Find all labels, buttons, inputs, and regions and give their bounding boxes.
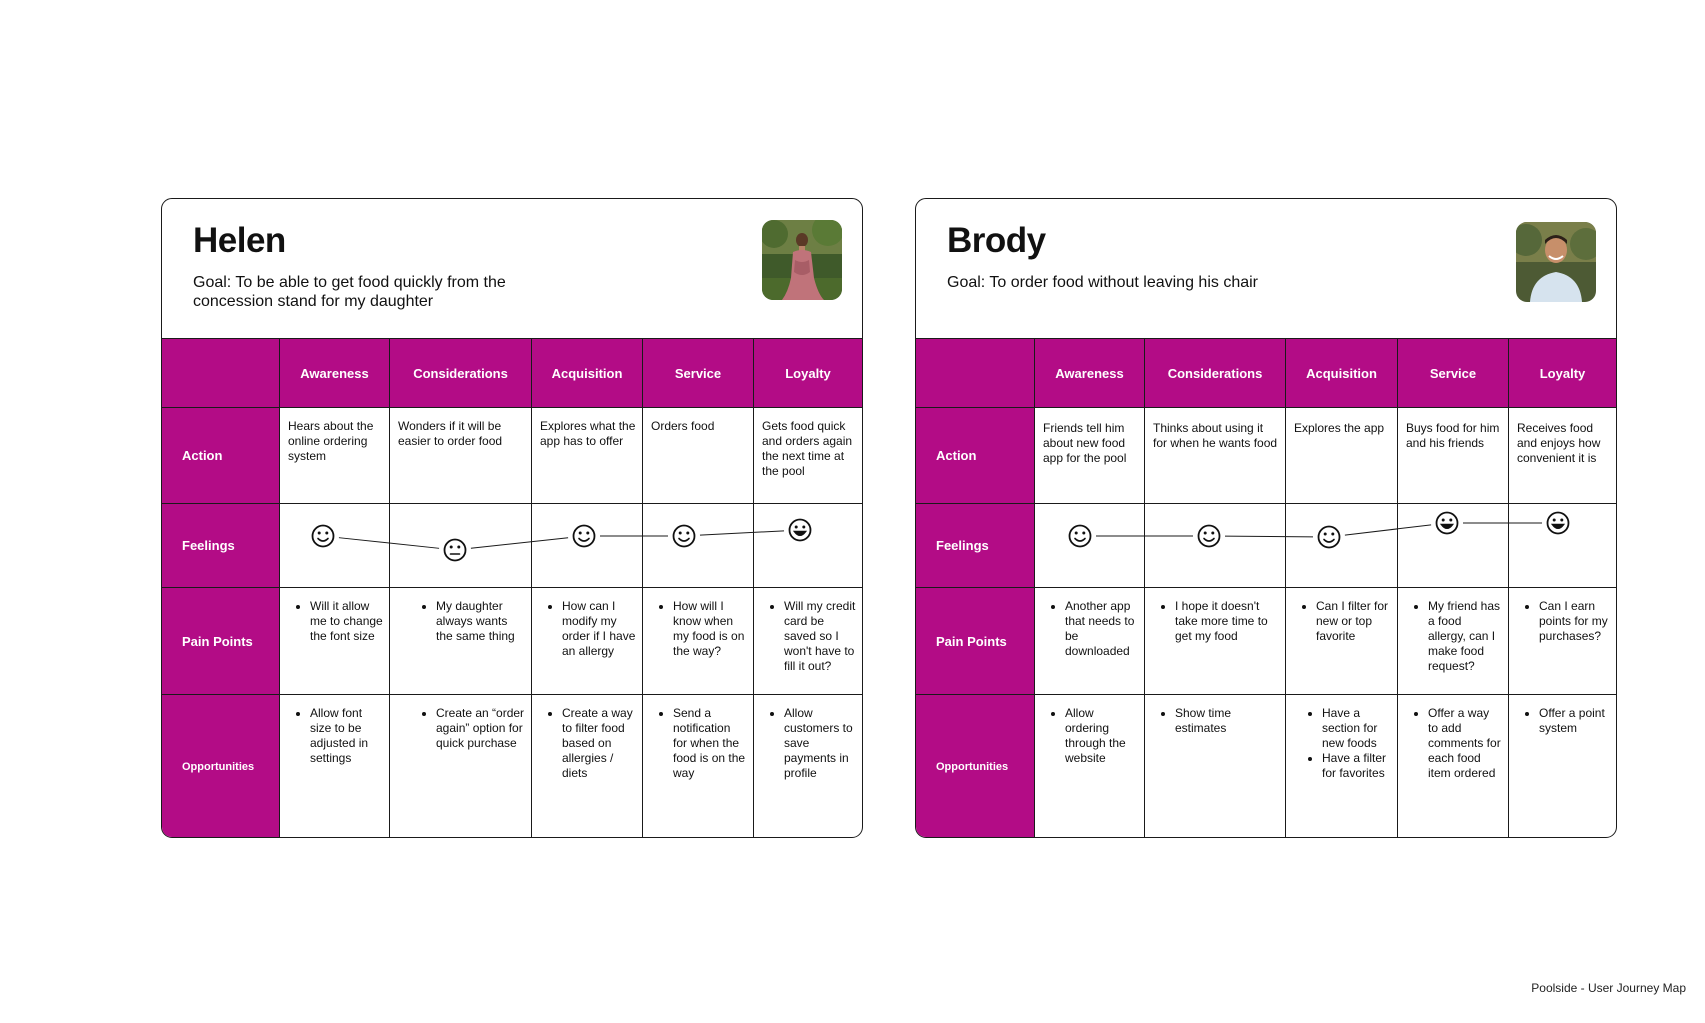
opportunity-item: • Offer a point system [1539, 706, 1610, 736]
opportunity-cell [390, 695, 532, 838]
opportunity-item: • Have a filter for favorites [1322, 751, 1391, 781]
stage-header-awareness: Awareness [1035, 339, 1145, 408]
stage-header-acquisition: Acquisition [532, 339, 643, 408]
opportunity-item: • Allow customers to save payments in profile [784, 706, 856, 781]
action-cell: Orders food [643, 408, 754, 504]
stage-header-considerations: Considerations [390, 339, 532, 408]
row-header-pain-points: Pain Points [162, 588, 280, 695]
card-header [916, 199, 1616, 339]
persona-name: Helen [193, 221, 286, 260]
pain-point-cell [390, 588, 532, 695]
opportunity-item: • Offer a way to add comments for each food item ordered [1428, 706, 1502, 781]
opportunity-cell [643, 695, 754, 838]
pain-point-cell [1145, 588, 1286, 695]
stage-header-loyalty: Loyalty [754, 339, 862, 408]
feeling-cell [1398, 504, 1509, 588]
pain-point-item: • How will I know when my food is on the way? [673, 599, 747, 659]
opportunity-cell [280, 695, 390, 838]
stage-header-loyalty: Loyalty [1509, 339, 1616, 408]
feeling-cell [1145, 504, 1286, 588]
action-cell: Wonders if it will be easier to order food [390, 408, 532, 504]
journey-grid [916, 339, 1616, 838]
pain-point-item: • How can I modify my order if I have an allergy [562, 599, 636, 659]
feeling-cell [1286, 504, 1398, 588]
action-cell: Buys food for him and his friends [1398, 408, 1509, 504]
pain-point-cell [643, 588, 754, 695]
row-header-action: Action [916, 408, 1035, 504]
persona-name: Brody [947, 221, 1046, 260]
pain-point-item: • My friend has a food allergy, can I make food request? [1428, 599, 1502, 674]
opportunity-cell [1145, 695, 1286, 838]
persona-goal: Goal: To order food without leaving his chair [947, 274, 1258, 291]
action-cell: Explores the app [1286, 408, 1398, 504]
opportunity-cell [1398, 695, 1509, 838]
opportunity-item: • Allow ordering through the website [1065, 706, 1138, 766]
action-cell: Hears about the online ordering system [280, 408, 390, 504]
journey-card-helen [161, 198, 863, 838]
pain-point-cell [1398, 588, 1509, 695]
card-header [162, 199, 862, 339]
journey-grid [162, 339, 862, 838]
action-cell: Receives food and enjoys how convenient it is [1509, 408, 1616, 504]
row-header-pain-points: Pain Points [916, 588, 1035, 695]
pain-point-cell [280, 588, 390, 695]
feeling-cell [532, 504, 643, 588]
pain-point-cell [754, 588, 862, 695]
stage-header-service: Service [1398, 339, 1509, 408]
stage-header-considerations: Considerations [1145, 339, 1286, 408]
feeling-cell [1035, 504, 1145, 588]
opportunity-item: • Allow font size to be adjusted in settings [310, 706, 383, 766]
pain-point-item: • Will my credit card be saved so I won't have to fill it out? [784, 599, 856, 674]
row-header-opportunities: Opportunities [916, 695, 1035, 838]
opportunity-cell [1509, 695, 1616, 838]
action-cell: Thinks about using it for when he wants food [1145, 408, 1286, 504]
man-portrait-icon [1516, 222, 1596, 302]
persona-goal: Goal: To be able to get food quickly from the concession stand for my daughter [193, 274, 506, 310]
pain-point-cell [532, 588, 643, 695]
row-header-action: Action [162, 408, 280, 504]
pain-point-item: • I hope it doesn't take more time to get my food [1175, 599, 1279, 644]
grid-corner [916, 339, 1035, 408]
stage-header-awareness: Awareness [280, 339, 390, 408]
action-cell: Gets food quick and orders again the next time at the pool [754, 408, 862, 504]
row-header-opportunities: Opportunities [162, 695, 280, 838]
row-header-feelings: Feelings [162, 504, 280, 588]
row-header-feelings: Feelings [916, 504, 1035, 588]
feeling-cell [754, 504, 862, 588]
pain-point-cell [1286, 588, 1398, 695]
feeling-cell [643, 504, 754, 588]
opportunity-item: • Have a section for new foods [1322, 706, 1391, 751]
pain-point-cell [1509, 588, 1616, 695]
woman-portrait-icon [762, 220, 842, 300]
pain-point-cell [1035, 588, 1145, 695]
feeling-cell [390, 504, 532, 588]
opportunity-cell [1286, 695, 1398, 838]
pain-point-item: • Another app that needs to be downloaded [1065, 599, 1138, 659]
stage-header-service: Service [643, 339, 754, 408]
pain-point-item: • Can I filter for new or top favorite [1316, 599, 1391, 644]
footer-label: Poolside - User Journey Map [1531, 981, 1686, 995]
feeling-cell [280, 504, 390, 588]
avatar [762, 220, 842, 300]
opportunity-cell [532, 695, 643, 838]
opportunity-cell [1035, 695, 1145, 838]
pain-point-item: • My daughter always wants the same thing [436, 599, 525, 644]
action-cell: Explores what the app has to offer [532, 408, 643, 504]
opportunity-item: • Create an “order again” option for quick purchase [436, 706, 525, 751]
opportunity-item: • Send a notification for when the food is on the way [673, 706, 747, 781]
action-cell: Friends tell him about new food app for the pool [1035, 408, 1145, 504]
journey-card-brody [915, 198, 1617, 838]
pain-point-item: • Can I earn points for my purchases? [1539, 599, 1610, 644]
grid-corner [162, 339, 280, 408]
opportunity-cell [754, 695, 862, 838]
stage-header-acquisition: Acquisition [1286, 339, 1398, 408]
opportunity-item: • Show time estimates [1175, 706, 1279, 736]
pain-point-item: • Will it allow me to change the font size [310, 599, 383, 644]
avatar [1516, 222, 1596, 302]
feeling-cell [1509, 504, 1616, 588]
opportunity-item: • Create a way to filter food based on allergies / diets [562, 706, 636, 781]
